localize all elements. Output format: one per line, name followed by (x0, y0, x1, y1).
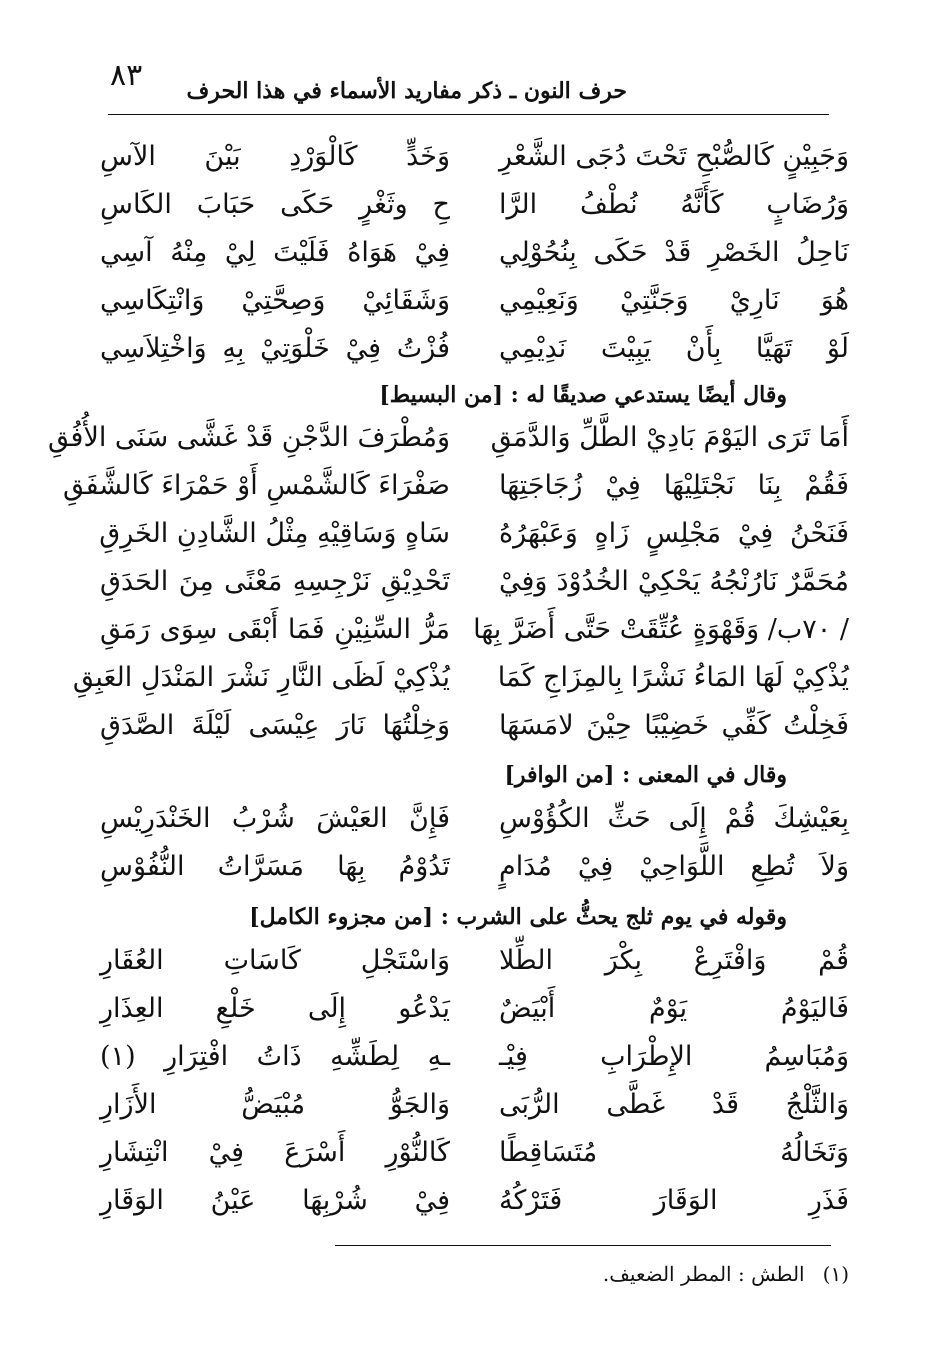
first-hemistich: أَمَا تَرَى اليَوْمَ بَادِيْ الطَّلِّ وَالدَّمَقِ (490, 421, 849, 453)
footnote-number: (١) (822, 1262, 849, 1286)
second-hemistich: سَاهٍ وَسَاقِيْهِ مِثْلُ الشَّادِنِ الخَرِقِ (99, 517, 450, 549)
poem-stanza-4 (100, 936, 849, 1224)
first-hemistich: هُوَ نَارِيْ وَجَنَّتِيْ وَنَعِيْمِي (499, 284, 849, 316)
second-hemistich: يَدْعُو إِلَى خَلْعِ العِذَارِ (100, 992, 450, 1024)
first-hemistich: مُحَمَّرٌ نَارُنْجُهُ يَحْكِيْ الخُدُوْدَ وَفِيْ (499, 565, 849, 597)
second-hemistich: وَمُطْرَفَ الدَّجْنِ قَدْ غَشَّى سَنَى الأُفُقِ (48, 421, 450, 453)
verse-line (100, 936, 849, 984)
first-hemistich: فَنَحْنُ فِيْ مَجْلِسٍ زَاهٍ وَعَبْهَرُهُ (499, 517, 849, 549)
verse-line (100, 228, 849, 276)
footnote-divider (335, 1245, 831, 1246)
verse-line (100, 1032, 849, 1080)
verse-line (100, 132, 849, 180)
verse-line (48, 413, 849, 461)
second-hemistich: تَدُوْمُ بِهَا مَسَرَّاتُ النُّفُوْسِ (100, 850, 450, 882)
second-hemistich: صَفْرَاءَ كَالشَّمْسِ أَوْ حَمْرَاءَ كَالشَّفَقِ (63, 469, 450, 501)
second-hemistich: فُزْتُ فِيْ خَلْوَتِيْ بِهِ وَاخْتِلاَسِي (100, 332, 450, 364)
verse-line (100, 794, 849, 842)
running-head: حرف النون ـ ذكر مفاريد الأسماء في هذا الحرف (186, 78, 627, 104)
footnote (603, 1262, 849, 1286)
first-hemistich: يُذْكِيْ لَهَا المَاءُ نَشْرًا بِالمِزَاجِ كَمَا (497, 661, 849, 693)
first-hemistich: فَاليَوْمُ يَوْمٌ أَبْيَضٌ (499, 992, 849, 1024)
second-hemistich: يُذْكِيْ لَظَى النَّارِ نَشْرَ المَنْدَلِ العَبِقِ (72, 661, 450, 693)
verse-line (100, 842, 849, 890)
verse-line (100, 984, 849, 1032)
footnote-text: الطش : المطر الضعيف. (602, 1262, 805, 1286)
verse-line (100, 557, 849, 605)
second-hemistich: وَاسْتَجْلِ كَاسَاتِ العُقَارِ (100, 944, 450, 976)
first-hemistich: بِعَيْشِكَ قُمْ إِلَى حَثِّ الكُؤُوْسِ (499, 802, 849, 834)
verse-line (72, 653, 849, 701)
second-hemistich: مَرُّ السِّنِيْنِ فَمَا أَبْقَى سِوَى رَمَقِ (100, 613, 450, 645)
first-hemistich: وَتَخَالُهُ مُتَسَاقِطًا (499, 1136, 849, 1168)
verse-line (100, 276, 849, 324)
verse-line (63, 461, 849, 509)
first-hemistich: لَوْ تَهَيَّا بِأَنْ يَبِيْتَ نَدِيْمِي (499, 332, 849, 364)
poem-stanza-1 (100, 132, 849, 372)
first-hemistich: فَقُمْ بِنَا نَجْتَلِيْهَا فِيْ زُجَاجَتِهَا (499, 469, 849, 501)
poem-stanza-2 (48, 413, 849, 749)
second-hemistich: كَالنُّوْرِ أَسْرَعَ فِيْ انْتِشَارِ (100, 1136, 450, 1168)
second-hemistich: فِيْ شُرْبِهَا عَيْنُ الوَقَارِ (100, 1184, 450, 1216)
second-hemistich: فِيْ هَوَاهُ فَلَيْتَ لِيْ مِنْهُ آسِي (100, 236, 450, 268)
second-hemistich: ـهِ لِطَشِّهِ ذَاتُ افْتِرَارِ (١) (100, 1040, 450, 1072)
first-hemistich: / ٧٠ب/ وَقَهْوَةٍ عُتِّقَتْ حَتَّى أَضَرَّ بِهَا (473, 613, 849, 645)
second-hemistich: وَخِلْتُهَا نَارَ عِيْسَى لَيْلَةَ الصَّدَقِ (100, 709, 450, 741)
poem-stanza-3 (100, 794, 849, 890)
verse-line (100, 1080, 849, 1128)
first-hemistich: وَالثَّلْجُ قَدْ غَطَّى الرُّبَى (499, 1088, 849, 1120)
second-hemistich: وَخَدٍّ كَالْوَرْدِ بَيْنَ الآسِ (100, 140, 450, 172)
verse-line (100, 1128, 849, 1176)
header-divider (108, 114, 829, 115)
section-intro: وقوله في يوم ثلج يحثُّ على الشرب : [من مجزوء الكامل] (249, 904, 787, 930)
verse-line (100, 701, 849, 749)
first-hemistich: وَمُبَاسِمُ الإِطْرَابِ فِيْـ (499, 1040, 849, 1072)
verse-line (100, 324, 849, 372)
first-hemistich: فَخِلْتُ كَفِّي خَضِيْبًا حِيْنَ لامَسَهَا (499, 709, 849, 741)
verse-line (100, 605, 849, 653)
verse-line (100, 509, 849, 557)
first-hemistich: وَرُضَابٍ كَأَنَّهُ نُطْفُ الرَّا (499, 188, 849, 220)
first-hemistich: وَجَبِيْنٍ كَالصُّبْحِ تَحْتَ دُجَى الشَّعْرِ (499, 140, 849, 172)
verse-line (100, 180, 849, 228)
second-hemistich: وَالجَوُّ مُبْيَضُّ الأَزَارِ (100, 1088, 450, 1120)
page-number: ٨٣ (110, 58, 143, 93)
first-hemistich: فَذَرِ الوَقَارَ فَتَرْكُهُ (499, 1184, 849, 1216)
second-hemistich: فَإِنَّ العَيْشَ شُرْبُ الخَنْدَرِيْسِ (100, 802, 450, 834)
second-hemistich: تَحْدِيْقِ نَرْجِسِهِ مَعْنًى مِنَ الحَدَقِ (100, 565, 450, 597)
section-intro: وقال في المعنى : [من الوافر] (504, 762, 787, 788)
second-hemistich: وَشَقَائِيْ وَصِحَّتِيْ وَانْتِكَاسِي (100, 284, 450, 316)
first-hemistich: قُمْ وَافْتَرِعْ بِكْرَ الطِّلا (499, 944, 849, 976)
first-hemistich: نَاحِلُ الخَصْرِ قَدْ حَكَى بِنُحُوْلِي (499, 236, 849, 268)
section-intro: وقال أيضًا يستدعي صديقًا له : [من البسيط] (379, 382, 787, 408)
second-hemistich: حِ وثَغْرٍ حَكَى حَبَابَ الكَاسِ (100, 188, 450, 220)
verse-line (100, 1176, 849, 1224)
first-hemistich: وَلاَ تُطِعِ اللَّوَاحِيْ فِيْ مُدَامٍ (499, 850, 849, 882)
